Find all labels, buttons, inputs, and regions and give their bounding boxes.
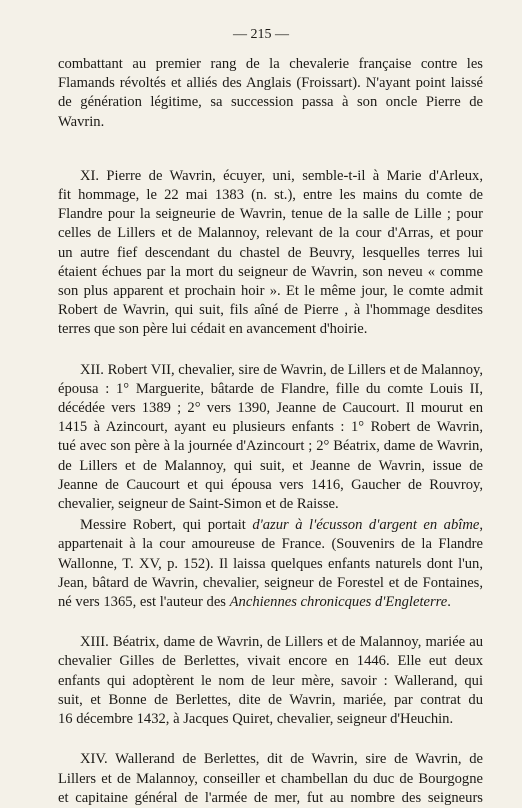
paragraph-messire-robert (58, 516, 483, 612)
text-line: et capitaine général de l'armée de mer, fut au nombre des seigneurs (58, 789, 483, 806)
text-line: Jean, bâtard de Wavrin, chevalier, seigneur de Forestel et de Fontaines, (58, 574, 483, 591)
text-line: de génération légitime, sa succession passa à son oncle Pierre de (58, 94, 483, 111)
paragraph-continuation (58, 55, 483, 132)
body-text (58, 55, 483, 808)
text-line: Flamands révoltés et alliés des Anglais (Froissart). N'ayant point laissé (58, 75, 483, 92)
text-line: né vers 1365, est l'auteur des Anchiennes chronicques d'Engleterre. (58, 594, 451, 611)
paragraph-xiv-wallerand (58, 750, 483, 808)
text-line: celles de Lillers et de Malannoy, relevant de la cour d'Arras, et pour (58, 225, 483, 242)
text-line: de Lillers et de Malannoy, qui suit, et Jeanne de Wavrin, issue de (58, 457, 483, 474)
paragraph-xii-robert (58, 361, 483, 515)
text-line: XII. Robert VII, chevalier, sire de Wavrin, de Lillers et de Malannoy, (80, 361, 483, 378)
text-line: chevalier Gilles de Berlettes, vivait encore en 1446. Elle eut deux (58, 653, 483, 670)
text-line: XIII. Béatrix, dame de Wavrin, de Lillers et de Malannoy, mariée au (80, 634, 483, 651)
text-line: fit hommage, le 22 mai 1383 (n. st.), entre les mains du comte de (58, 187, 483, 204)
text-line: son plus apparent et prochain hoir ». Et le même jour, le comte admit (58, 283, 483, 300)
text-line: combattant au premier rang de la chevalerie française contre les (58, 56, 483, 72)
text-line: Robert de Wavrin, qui suit, fils aîné de Pierre , à l'hommage desdites (58, 302, 483, 319)
page-number: — 215 — (233, 27, 289, 42)
text-line: épousa : 1° Marguerite, bâtarde de Flandre, fille du comte Louis II, (58, 380, 483, 397)
text-line: Wallonne, T. XV, p. 152). Il laissa quelques enfants naturels dont l'un, (58, 555, 483, 572)
text-line: Wavrin. (58, 113, 105, 130)
text-line: suit, et Bonne de Berlettes, dite de Wavrin, mariée, par contrat du (58, 691, 483, 708)
text-line: chevalier, seigneur de Saint-Simon et de Raisse. (58, 496, 339, 513)
paragraph-xiii-beatrix (58, 633, 483, 729)
text-line: Lillers et de Malannoy, conseiller et chambellan du duc de Bourgogne (58, 770, 483, 787)
text-line: un autre fief descendant du chastel de Beuvry, lesquelles terres lui (58, 244, 483, 261)
text-line: étaient échues par la mort du seigneur de Wavrin, son neveu « comme (58, 263, 483, 280)
text-line: 16 décembre 1432, à Jacques Quiret, chevalier, seigneur d'Heuchin. (58, 711, 454, 728)
text-line: enfants qui adoptèrent le nom de leur mère, savoir : Wallerand, qui (58, 672, 483, 689)
text-line: tué avec son père à la journée d'Azincourt ; 2° Béatrix, dame de Wavrin, (58, 438, 483, 455)
paragraph-xi-pierre (58, 167, 483, 340)
text-line: décédée vers 1389 ; 2° vers 1390, Jeanne de Caucourt. Il mourut en (58, 400, 483, 417)
text-line: Jeanne de Caucourt et qui épousa vers 1416, Gaucher de Rouvroy, (58, 476, 483, 493)
text-line: XI. Pierre de Wavrin, écuyer, uni, semble-t-il à Marie d'Arleux, (80, 167, 483, 184)
text-line: terres que son père lui cédait en avancement d'hoirie. (58, 321, 368, 338)
text-line: Messire Robert, qui portait d'azur à l'écusson d'argent en abîme, (80, 517, 483, 534)
text-line: appartenait à la cour amoureuse de France. (Souvenirs de la Flandre (58, 536, 483, 553)
text-line: 1415 à Azincourt, ayant eu plusieurs enfants : 1° Robert de Wavrin, (58, 419, 483, 436)
text-line: XIV. Wallerand de Berlettes, dit de Wavrin, sire de Wavrin, de (80, 751, 483, 768)
text-line: Flandre pour la seigneurie de Wavrin, tenue de la salle de Lille ; pour (58, 206, 483, 223)
